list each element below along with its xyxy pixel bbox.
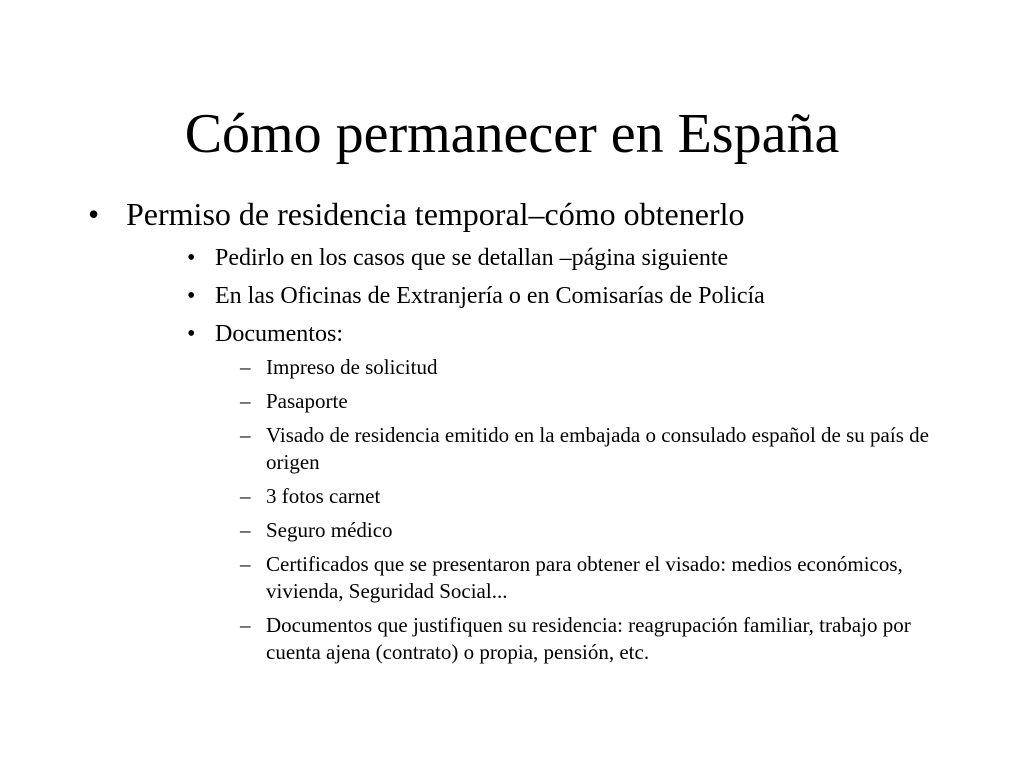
sub-bullet-item	[187, 319, 947, 357]
document-item	[240, 612, 960, 666]
sub-bullet-item	[187, 243, 947, 281]
document-item	[240, 551, 960, 605]
documents-list	[240, 354, 960, 673]
slide-title: Cómo permanecer en España	[184, 103, 840, 165]
document-text: Visado de residencia emitido en la embajada o consulado español de su país de origen	[266, 423, 929, 474]
bullet-icon: •	[187, 245, 196, 271]
main-bullet-item	[88, 192, 744, 236]
bullet-icon: •	[187, 321, 196, 347]
bullet-icon: •	[88, 196, 100, 232]
dash-icon: –	[240, 389, 251, 413]
sub-bullet-list	[187, 243, 947, 357]
sub-bullet-text: Documentos:	[215, 321, 343, 347]
document-text: Certificados que se presentaron para obtener el visado: medios económicos, vivienda, Seguridad Social...	[266, 552, 903, 603]
document-text: Impreso de solicitud	[266, 355, 438, 379]
bullet-icon: •	[187, 283, 196, 309]
document-text: Documentos que justifiquen su residencia: reagrupación familiar, trabajo por cuenta ajena (contrato) o propia, pensión, etc.	[266, 613, 911, 664]
dash-icon: –	[240, 423, 251, 447]
document-text: 3 fotos carnet	[266, 484, 381, 508]
sub-bullet-item	[187, 281, 947, 319]
document-item	[240, 354, 960, 381]
dash-icon: –	[240, 355, 251, 379]
dash-icon: –	[240, 518, 251, 542]
sub-bullet-text: En las Oficinas de Extranjería o en Comisarías de Policía	[215, 283, 765, 309]
dash-icon: –	[240, 484, 251, 508]
dash-icon: –	[240, 613, 251, 637]
document-item	[240, 517, 960, 544]
document-text: Pasaporte	[266, 389, 348, 413]
document-item	[240, 422, 960, 476]
sub-bullet-text: Pedirlo en los casos que se detallan –página siguiente	[215, 245, 729, 271]
main-bullet-text: Permiso de residencia temporal–cómo obtenerlo	[126, 196, 745, 232]
document-item	[240, 388, 960, 415]
dash-icon: –	[240, 552, 251, 576]
document-text: Seguro médico	[266, 518, 393, 542]
document-item	[240, 483, 960, 510]
